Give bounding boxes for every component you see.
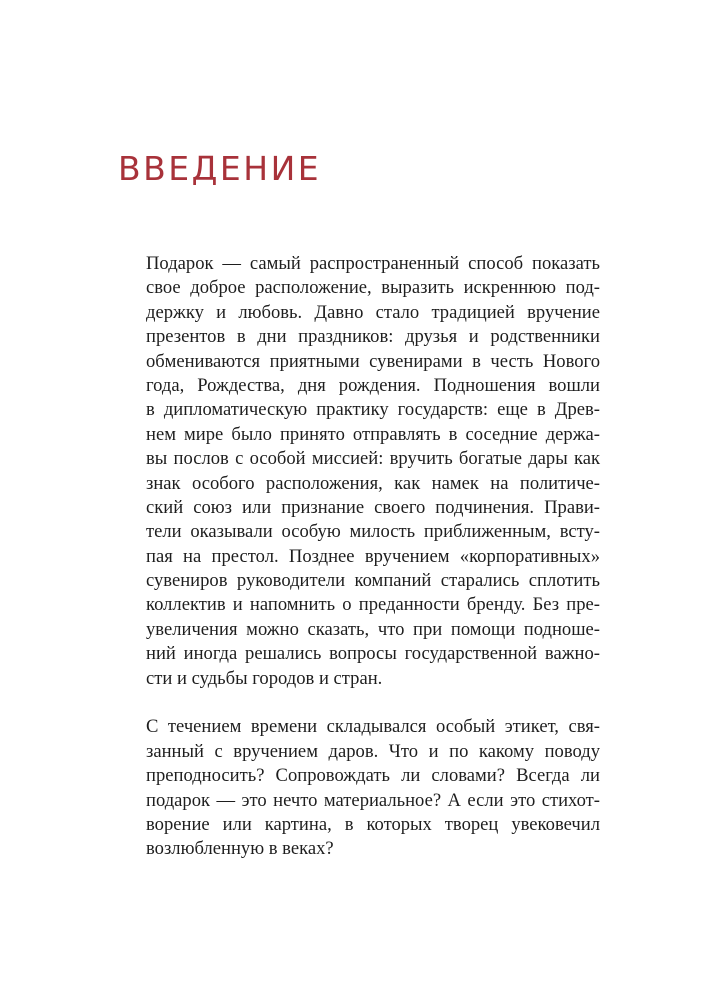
chapter-title: ВВЕДЕНИЕ [118, 149, 322, 188]
text-line: вы послов с особой миссией: вручить богатые дары как [146, 448, 600, 470]
text-line: ский союз или признание своего подчинения. Прави- [146, 496, 600, 518]
text-line: тели оказывали особую милость приближенным, всту- [146, 521, 600, 543]
text-line: С течением времени складывался особый этикет, свя- [146, 716, 600, 738]
body-text [146, 252, 600, 862]
text-line: презентов в дни праздников: друзья и родственники [146, 326, 600, 348]
text-line: знак особого расположения, как намек на политиче- [146, 472, 600, 494]
text-line: года, Рождества, дня рождения. Подношения вошли [146, 374, 600, 396]
text-line: увеличения можно сказать, что при помощи подноше- [146, 618, 600, 640]
text-line: держку и любовь. Давно стало традицией вручение [146, 301, 600, 323]
text-line: в дипломатическую практику государств: еще в Древ- [146, 399, 600, 421]
text-line: подарок — это нечто материальное? А если это стихот- [146, 789, 600, 811]
text-line: сувениров руководители компаний старались сплотить [146, 570, 600, 592]
text-line: преподносить? Сопровождать ли словами? Всегда ли [146, 765, 600, 787]
paragraph-1 [146, 252, 600, 691]
text-line: Подарок — самый распространенный способ показать [146, 253, 600, 274]
text-line: возлюбленную в веках? [146, 838, 334, 860]
text-line: пая на престол. Позднее вручением «корпоративных» [146, 545, 600, 567]
text-line: нем мире было принято отправлять в соседние держа- [146, 423, 600, 445]
paragraph-2 [146, 715, 600, 861]
text-line: обмениваются приятными сувенирами в честь Нового [146, 350, 600, 372]
text-line: занный с вручением даров. Что и по какому поводу [146, 740, 600, 762]
paragraph-gap [146, 691, 600, 715]
text-line: сти и судьбы городов и стран. [146, 667, 383, 689]
text-line: ний иногда решались вопросы государственной важно- [146, 643, 600, 665]
text-line: ворение или картина, в которых творец увековечил [146, 813, 600, 835]
text-line: свое доброе расположение, выразить искреннюю под- [146, 277, 600, 299]
text-line: коллектив и напомнить о преданности бренду. Без пре- [146, 594, 600, 616]
